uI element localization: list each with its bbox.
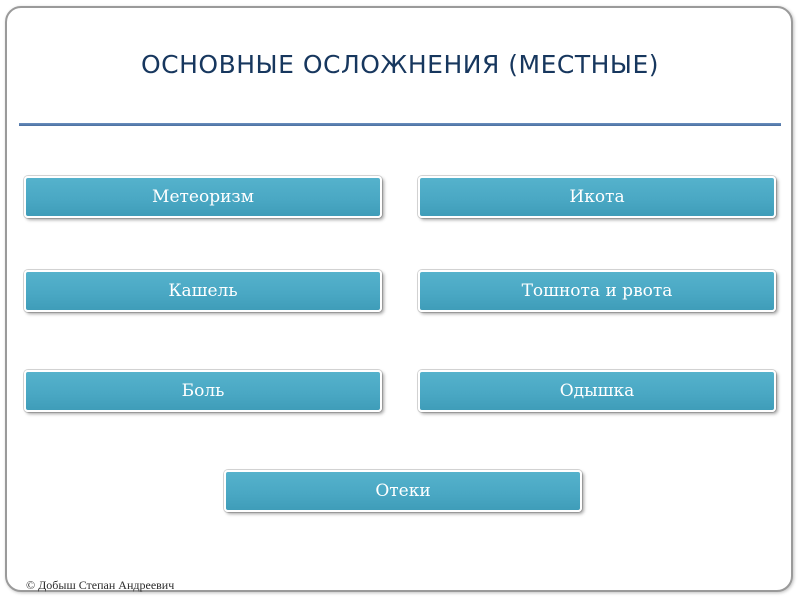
complication-cough: Кашель <box>24 270 382 312</box>
complication-edema: Отеки <box>224 470 582 512</box>
complication-hiccups: Икота <box>418 176 776 218</box>
complication-meteorism: Метеоризм <box>24 176 382 218</box>
complication-pain: Боль <box>24 370 382 412</box>
copyright-footer: © Добыш Степан Андреевич <box>26 578 175 592</box>
complication-nausea-vomiting: Тошнота и рвота <box>418 270 776 312</box>
slide-title: ОСНОВНЫЕ ОСЛОЖНЕНИЯ (МЕСТНЫЕ) <box>140 50 660 79</box>
complication-dyspnea: Одышка <box>418 370 776 412</box>
title-divider <box>19 123 781 126</box>
